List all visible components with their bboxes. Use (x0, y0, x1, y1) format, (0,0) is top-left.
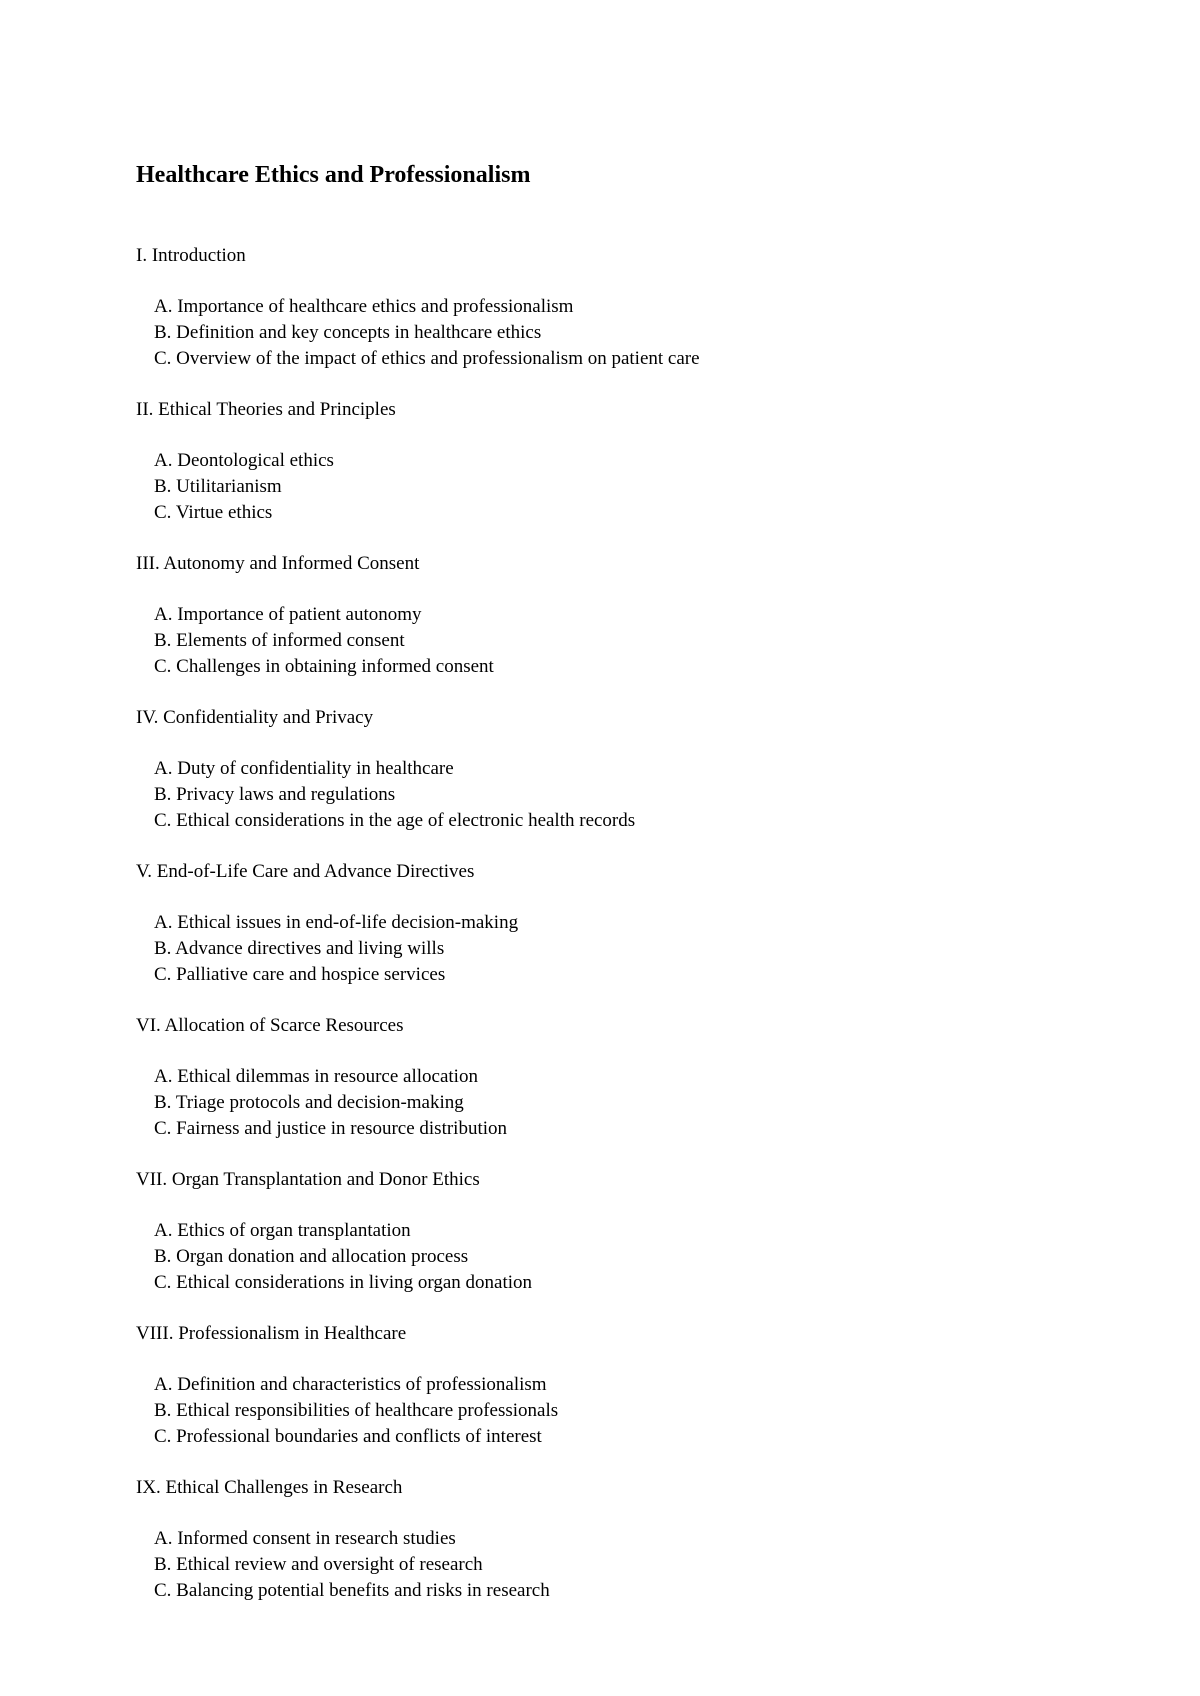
section-heading: V. End-of-Life Care and Advance Directives (136, 861, 475, 882)
subitem: B. Definition and key concepts in healthcare ethics (154, 322, 542, 343)
subitem: A. Ethical dilemmas in resource allocation (154, 1066, 478, 1087)
subitem-list (136, 602, 1136, 680)
outline (136, 243, 1136, 1604)
subitem: A. Importance of patient autonomy (154, 604, 422, 625)
outline-section (136, 705, 1136, 834)
subitem: A. Ethical issues in end-of-life decision-making (154, 912, 519, 933)
subitem: B. Privacy laws and regulations (154, 784, 396, 805)
subitem: B. Organ donation and allocation process (154, 1246, 469, 1267)
subitem-list (136, 1372, 1136, 1450)
subitem: C. Virtue ethics (154, 502, 273, 523)
subitem: B. Ethical responsibilities of healthcare professionals (154, 1400, 559, 1421)
section-heading: VI. Allocation of Scarce Resources (136, 1015, 404, 1036)
outline-section (136, 397, 1136, 526)
outline-section (136, 243, 1136, 372)
section-heading: II. Ethical Theories and Principles (136, 399, 396, 420)
subitem: A. Informed consent in research studies (154, 1528, 456, 1549)
section-heading: VII. Organ Transplantation and Donor Ethics (136, 1169, 480, 1190)
section-heading: IV. Confidentiality and Privacy (136, 707, 374, 728)
subitem-list (136, 756, 1136, 834)
subitem: A. Ethics of organ transplantation (154, 1220, 411, 1241)
subitem: A. Deontological ethics (154, 450, 334, 471)
outline-section (136, 1013, 1136, 1142)
subitem: A. Duty of confidentiality in healthcare (154, 758, 454, 779)
subitem: B. Utilitarianism (154, 476, 282, 497)
subitem: A. Importance of healthcare ethics and professionalism (154, 296, 574, 317)
outline-section (136, 859, 1136, 988)
subitem: C. Ethical considerations in the age of electronic health records (154, 810, 636, 831)
subitem-list (136, 1526, 1136, 1604)
subitem: C. Professional boundaries and conflicts of interest (154, 1426, 542, 1447)
document-title: Healthcare Ethics and Professionalism (136, 162, 531, 188)
subitem: C. Overview of the impact of ethics and professionalism on patient care (154, 348, 700, 369)
subitem: A. Definition and characteristics of professionalism (154, 1374, 547, 1395)
section-heading: III. Autonomy and Informed Consent (136, 553, 420, 574)
subitem: B. Ethical review and oversight of research (154, 1554, 483, 1575)
subitem: C. Fairness and justice in resource distribution (154, 1118, 508, 1139)
outline-section (136, 1167, 1136, 1296)
subitem-list (136, 294, 1136, 372)
subitem-list (136, 1064, 1136, 1142)
outline-section (136, 551, 1136, 680)
subitem: B. Elements of informed consent (154, 630, 405, 651)
section-heading: VIII. Professionalism in Healthcare (136, 1323, 407, 1344)
section-heading: IX. Ethical Challenges in Research (136, 1477, 403, 1498)
subitem: C. Balancing potential benefits and risks in research (154, 1580, 550, 1601)
subitem-list (136, 1218, 1136, 1296)
subitem-list (136, 448, 1136, 526)
subitem: B. Triage protocols and decision-making (154, 1092, 464, 1113)
subitem: C. Challenges in obtaining informed consent (154, 656, 494, 677)
subitem: B. Advance directives and living wills (154, 938, 445, 959)
subitem: C. Palliative care and hospice services (154, 964, 446, 985)
outline-section (136, 1321, 1136, 1450)
outline-section (136, 1475, 1136, 1604)
subitem: C. Ethical considerations in living organ donation (154, 1272, 533, 1293)
section-heading: I. Introduction (136, 245, 246, 266)
subitem-list (136, 910, 1136, 988)
